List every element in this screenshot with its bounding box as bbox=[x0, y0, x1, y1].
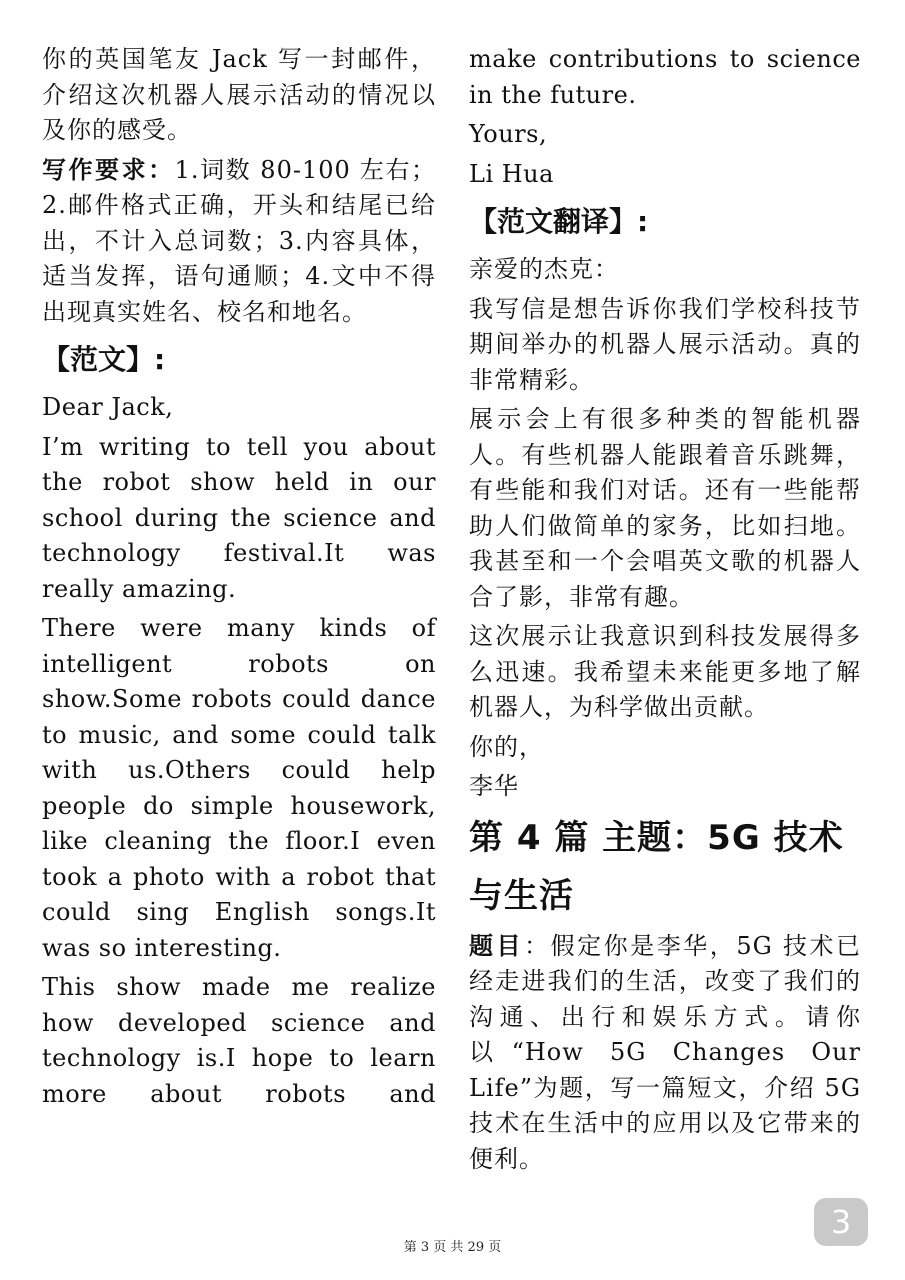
page-number-badge: 3 bbox=[814, 1198, 868, 1246]
translation-closing: 你的， bbox=[469, 732, 544, 761]
essay-signature: Li Hua bbox=[469, 159, 554, 188]
model-essay-heading: 【范文】: bbox=[42, 343, 166, 376]
question-prompt bbox=[469, 929, 861, 1178]
question-text: ：假定你是李华，5G 技术已经走进我们的生活，改变了我们的沟通、出行和娱乐方式。请你以“How 5G Changes Our Life”为题，写一篇短文，介绍 5G 技术在生活中的应用以及它带来的便利。 bbox=[469, 931, 862, 1173]
page-footer: 第 3 页 共 29 页 bbox=[403, 1240, 502, 1255]
question-label: 题目 bbox=[469, 931, 525, 960]
writing-requirements bbox=[42, 153, 436, 331]
essay-paragraph-3-continued: make contributions to science in the future. bbox=[469, 45, 861, 109]
translation-heading: 【范文翻译】: bbox=[469, 205, 649, 238]
requirements-label: 写作要求： bbox=[42, 155, 175, 184]
section-title: 第 4 篇 主题：5G 技术与生活 bbox=[469, 817, 844, 916]
requirements-text: 1.词数 80-100 左右；2.邮件格式正确，开头和结尾已给出，不计入总词数；3.内容具体，适当发挥，语句通顺；4.文中不得出现真实姓名、校名和地名。 bbox=[42, 155, 436, 326]
essay-closing: Yours, bbox=[469, 120, 548, 148]
essay-paragraph-3: This show made me realize how developed science and technology is.I hope to learn more about robots and bbox=[42, 973, 436, 1108]
translation-paragraph-3: 这次展示让我意识到科技发展得多么迅速。我希望未来能更多地了解机器人，为科学做出贡献。 bbox=[469, 622, 861, 721]
essay-paragraph-1: I’m writing to tell you about the robot show held in our school during the science and technology festival.It was really amazing. bbox=[42, 432, 436, 603]
left-column bbox=[42, 42, 436, 1116]
translation-paragraph-2: 展示会上有很多种类的智能机器人。有些机器人能跟着音乐跳舞，有些能和我们对话。还有一些能帮助人们做简单的家务，比如扫地。我甚至和一个会唱英文歌的机器人合了影，非常有趣。 bbox=[469, 405, 861, 611]
translation-paragraph-1: 我写信是想告诉你我们学校科技节期间举办的机器人展示活动。真的非常精彩。 bbox=[469, 294, 861, 394]
translation-signature: 李华 bbox=[469, 772, 519, 800]
essay-greeting: Dear Jack, bbox=[42, 393, 174, 421]
essay-paragraph-2: There were many kinds of intelligent robots on show.Some robots could dance to music, and some could talk with us.Others could help people do simple housework, like cleaning the floor.I even took a photo with a robot that could sing English songs.It was so interesting. bbox=[42, 614, 436, 962]
intro-text: 你的英国笔友 Jack 写一封邮件，介绍这次机器人展示活动的情况以及你的感受。 bbox=[42, 45, 436, 144]
right-column bbox=[469, 42, 861, 1181]
translation-greeting: 亲爱的杰克： bbox=[469, 255, 619, 283]
